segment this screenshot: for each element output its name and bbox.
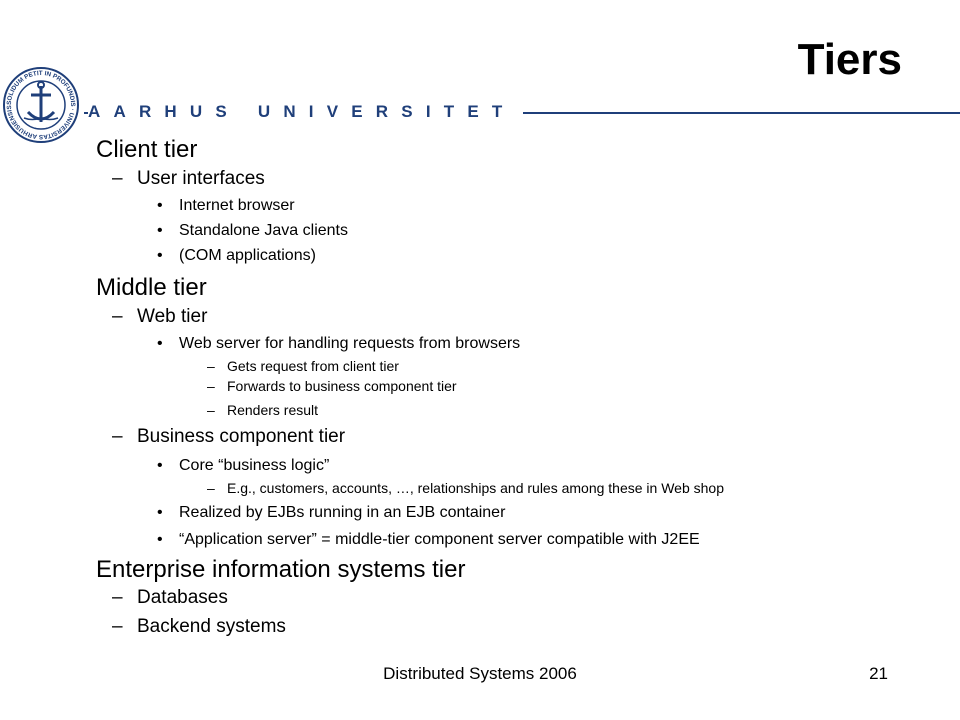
outline-item-text: Gets request from client tier (227, 358, 399, 374)
bullet-marker: • (157, 504, 163, 521)
outline-item-text: “Application server” = middle-tier component server compatible with J2EE (179, 531, 700, 548)
outline-item-text: Realized by EJBs running in an EJB container (179, 504, 506, 521)
bullet-marker: – (112, 306, 123, 327)
footer-course: Distributed Systems 2006 (383, 664, 577, 683)
svg-text:SOLIDUM PETIT IN PROFUNDIS · U: SOLIDUM PETIT IN PROFUNDIS · UNIVERSITAS ARHUSIENSIS (5, 69, 77, 141)
outline-item-level-2 (157, 503, 506, 523)
outline-item-text: Backend systems (137, 616, 286, 637)
outline-item-text: Middle tier (96, 274, 207, 301)
bullet-marker: • (157, 457, 163, 474)
outline-item-level-1 (112, 306, 208, 328)
outline-item-level-1 (112, 616, 286, 638)
outline-item-text: Web tier (137, 306, 208, 327)
outline-item-level-3 (207, 358, 399, 375)
outline-item-level-1 (112, 426, 346, 448)
outline-item-level-0 (96, 556, 465, 584)
outline-item-text: Internet browser (179, 197, 295, 214)
outline-item-text: Client tier (96, 136, 198, 163)
outline-item-level-3 (207, 402, 319, 419)
bullet-marker: – (112, 168, 123, 189)
outline-item-text: Core “business logic” (179, 457, 330, 474)
outline-item-text: Forwards to business component tier (227, 378, 457, 394)
outline-item-level-2 (157, 530, 700, 550)
outline-item-text: Databases (137, 587, 228, 608)
outline-item-level-1 (112, 587, 228, 609)
bullet-marker: – (112, 426, 123, 447)
outline-item-text: Standalone Java clients (179, 222, 348, 239)
outline-item-text: E.g., customers, accounts, …, relationships and rules among these in Web shop (227, 480, 724, 496)
outline-item-level-1 (112, 168, 265, 190)
outline-item-level-2 (157, 221, 348, 241)
outline-item-text: Enterprise information systems tier (96, 556, 466, 583)
bullet-marker: • (157, 247, 163, 264)
bullet-marker: – (112, 616, 123, 637)
outline-item-level-2 (157, 196, 295, 216)
outline-item-text: Business component tier (137, 426, 346, 447)
outline-item-text: Renders result (227, 402, 319, 418)
bullet-marker: – (207, 358, 215, 374)
outline-item-level-2 (157, 246, 316, 266)
bullet-marker: – (207, 402, 215, 418)
outline-item-text: (COM applications) (179, 247, 316, 264)
bullet-marker: • (157, 197, 163, 214)
bullet-marker: • (157, 531, 163, 548)
bullet-marker: – (112, 587, 123, 608)
outline-item-level-0 (96, 136, 197, 164)
university-wordmark: AARHUS UNIVERSITET (88, 100, 523, 124)
outline-item-text: User interfaces (137, 168, 265, 189)
outline-item-level-3 (207, 378, 457, 395)
bullet-marker: • (157, 335, 163, 352)
outline-item-level-2 (157, 456, 330, 476)
outline-item-level-0 (96, 274, 207, 302)
bullet-marker: – (207, 480, 215, 496)
page-number: 21 (869, 664, 888, 683)
outline-item-level-2 (157, 334, 521, 354)
outline-item-text: Web server for handling requests from browsers (179, 335, 521, 352)
bullet-marker: – (207, 378, 215, 394)
slide-title: Tiers (797, 35, 902, 84)
outline-item-level-3 (207, 480, 724, 497)
bullet-marker: • (157, 222, 163, 239)
